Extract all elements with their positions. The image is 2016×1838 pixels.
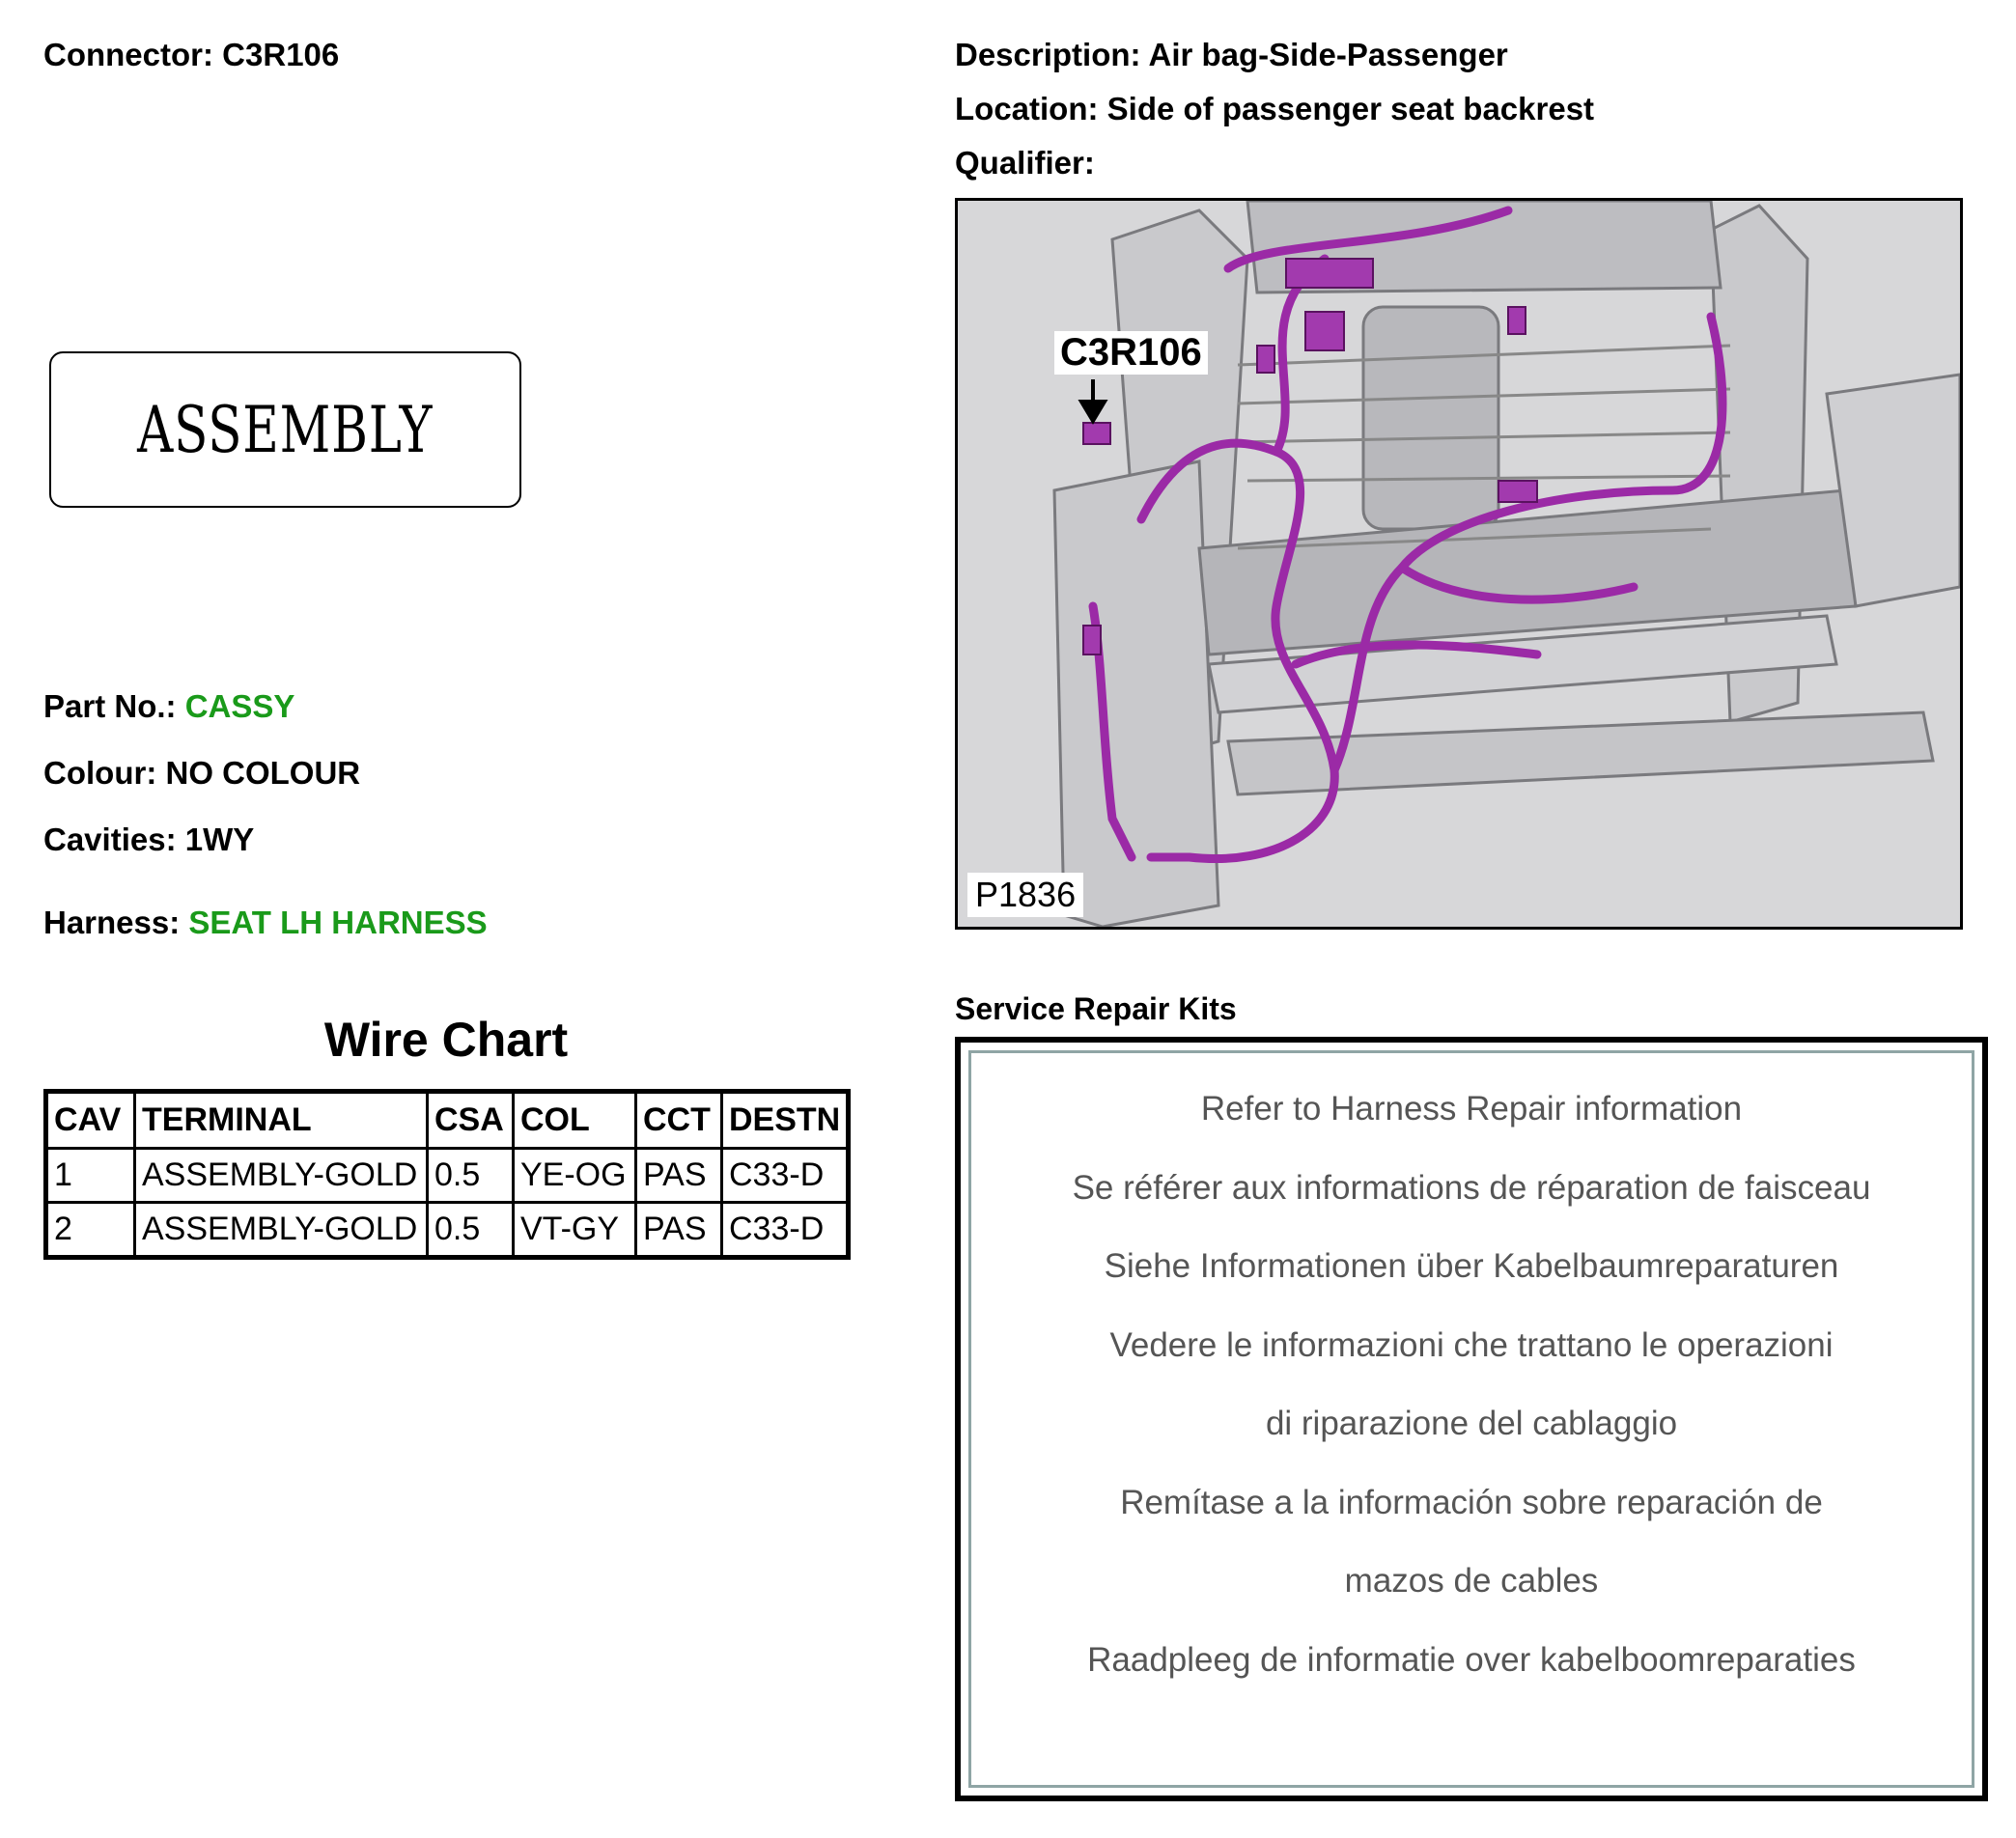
- cell-col: YE-OG: [514, 1149, 636, 1203]
- header-terminal: TERMINAL: [135, 1092, 428, 1149]
- location-value: Side of passenger seat backrest: [1106, 91, 1595, 126]
- seat-frame-illustration: [958, 201, 1960, 927]
- kit-line: mazos de cables: [1344, 1562, 1599, 1600]
- header-cct: CCT: [636, 1092, 722, 1149]
- connector-location-image: [955, 198, 1963, 930]
- cavities-line: [43, 822, 254, 858]
- kit-line: Remítase a la información sobre reparación de: [1120, 1483, 1823, 1521]
- wire-chart-header-row: [46, 1092, 849, 1149]
- cell-destn: C33-D: [722, 1149, 849, 1203]
- kit-line: Raadpleeg de informatie over kabelboomreparaties: [1087, 1640, 1856, 1679]
- connector-line: [43, 37, 339, 73]
- qualifier-label: Qualifier:: [955, 145, 1095, 181]
- connector-value: C3R106: [222, 37, 340, 72]
- header-cav: CAV: [46, 1092, 135, 1149]
- cavities-value: 1WY: [184, 822, 255, 857]
- cell-csa: 0.5: [428, 1203, 514, 1258]
- cell-cct: PAS: [636, 1203, 722, 1258]
- description-value: Air bag-Side-Passenger: [1148, 37, 1508, 72]
- harness-line: [43, 905, 488, 941]
- header-destn: DESTN: [722, 1092, 849, 1149]
- assembly-text: ASSEMBLY: [137, 392, 434, 467]
- image-connector-label: C3R106: [1054, 331, 1208, 375]
- description-label: Description:: [955, 37, 1141, 72]
- table-row: [46, 1203, 849, 1258]
- kit-line: di riparazione del cablaggio: [1265, 1405, 1678, 1442]
- connector-label: Connector:: [43, 37, 213, 72]
- service-repair-kits-box: [955, 1037, 1988, 1801]
- wire-chart-table: [43, 1089, 851, 1260]
- description-line: [955, 37, 1508, 73]
- cell-cct: PAS: [636, 1149, 722, 1203]
- cell-cav: 1: [46, 1149, 135, 1203]
- part-no-line: [43, 688, 294, 725]
- harness-value: SEAT LH HARNESS: [188, 905, 488, 940]
- wire-chart-title: Wire Chart: [323, 1013, 569, 1067]
- cell-terminal: ASSEMBLY-GOLD: [135, 1149, 428, 1203]
- kit-line: Se référer aux informations de réparation de faisceau: [1072, 1168, 1871, 1207]
- service-repair-kits-title: Service Repair Kits: [955, 991, 1237, 1026]
- harness-label: Harness:: [43, 905, 181, 940]
- colour-line: [43, 755, 360, 792]
- image-code: P1836: [967, 873, 1083, 917]
- cell-col: VT-GY: [514, 1203, 636, 1258]
- cavities-label: Cavities:: [43, 822, 177, 857]
- table-row: [46, 1149, 849, 1203]
- service-repair-kits-panel: [968, 1050, 1974, 1788]
- location-line: [955, 91, 1594, 127]
- colour-value: NO COLOUR: [165, 755, 361, 791]
- cell-terminal: ASSEMBLY-GOLD: [135, 1203, 428, 1258]
- cell-cav: 2: [46, 1203, 135, 1258]
- colour-label: Colour:: [43, 755, 157, 791]
- assembly-box: [49, 351, 521, 508]
- location-label: Location:: [955, 91, 1099, 126]
- qualifier-line: [955, 145, 1095, 181]
- kit-line: Refer to Harness Repair information: [1200, 1090, 1743, 1128]
- cell-csa: 0.5: [428, 1149, 514, 1203]
- part-no-label: Part No.:: [43, 688, 177, 724]
- part-no-value: CASSY: [184, 688, 295, 724]
- kit-line: Vedere le informazioni che trattano le operazioni: [1109, 1325, 1834, 1364]
- header-csa: CSA: [428, 1092, 514, 1149]
- header-col: COL: [514, 1092, 636, 1149]
- cell-destn: C33-D: [722, 1203, 849, 1258]
- kit-line: Siehe Informationen über Kabelbaumreparaturen: [1104, 1247, 1839, 1285]
